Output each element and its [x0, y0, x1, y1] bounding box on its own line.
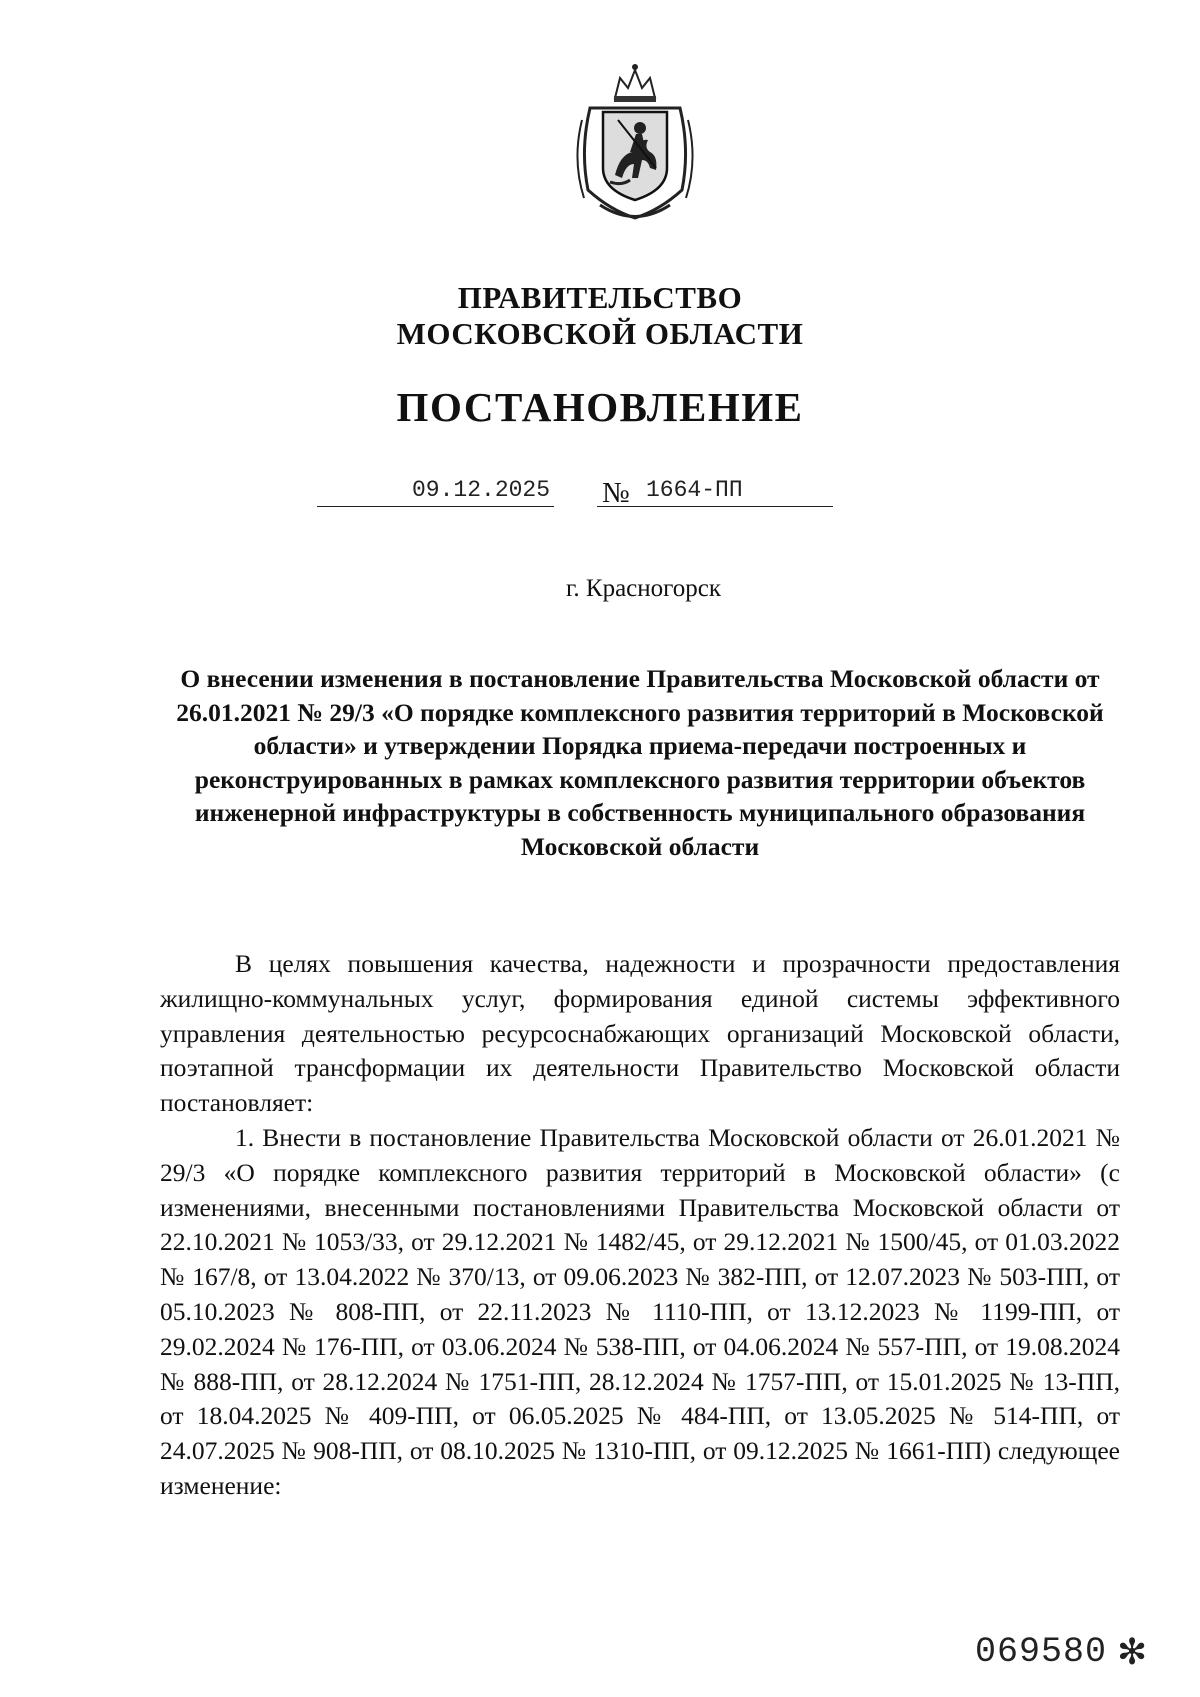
document-number: 1664-ПП	[646, 477, 743, 503]
number-underline	[597, 506, 833, 508]
government-name-line1: ПРАВИТЕЛЬСТВО	[457, 280, 743, 315]
coat-of-arms-emblem	[570, 60, 700, 225]
document-body	[160, 947, 1120, 1504]
date-underline	[317, 506, 554, 508]
issue-city: г. Красногорск	[565, 575, 722, 602]
document-subject: О внесении изменения в постановление Правительства Московской области от 26.01.2021 № 29/3 «О порядке комплексного развития территорий в Московской области» и утверждении Порядка приема-передачи построенных и реконструированных в рамках комплексного развития территории объектов инженерной инфраструктуры в собственность муниципального образования Московской области	[176, 664, 1104, 861]
government-name-line2: МОСКОВСКОЙ ОБЛАСТИ	[396, 316, 804, 351]
preamble-paragraph: В целях повышения качества, надежности и прозрачности предоставления жилищно-коммунальных услуг, формирования единой системы эффективного управления деятельностью ресурсоснабжающих организаций Московской области, поэтапной трансформации их деятельности Правительство Московской области постановляет:	[160, 949, 1120, 1118]
serial-number: 069580	[975, 1632, 1108, 1672]
document-type-title: ПОСТАНОВЛЕНИЕ	[396, 384, 804, 430]
asterisk-mark: ✻	[1117, 1632, 1148, 1673]
item-1-paragraph: 1. Внести в постановление Правительства Московской области от 26.01.2021 № 29/3 «О порядке комплексного развития территорий в Московской области» (с изменениями, внесенными постановлениями Правительства Московской области от 22.10.2021 № 1053/33, от 29.12.2021 № 1482/45, от 29.12.2021 № 1500/45, от 01.03.2022 № 167/8, от 13.04.2022 № 370/13, от 09.06.2023 № 382-ПП, от 12.07.2023 № 503-ПП, от 05.10.2023 № 808-ПП, от 22.11.2023 № 1110-ПП, от 13.12.2023 № 1199-ПП, от 29.02.2024 № 176-ПП, от 03.06.2024 № 538-ПП, от 04.06.2024 № 557-ПП, от 19.08.2024 № 888-ПП, от 28.12.2024 № 1751-ПП, 28.12.2024 № 1757-ПП, от 15.01.2025 № 13-ПП, от 18.04.2025 № 409-ПП, от 06.05.2025 № 484-ПП, от 13.05.2025 № 514-ПП, от 24.07.2025 № 908-ПП, от 08.10.2025 № 1310-ПП, от 09.12.2025 № 1661-ПП) следующее изменение:	[160, 1122, 1120, 1500]
number-sign: №	[602, 477, 630, 509]
document-date: 09.12.2025	[412, 477, 551, 503]
